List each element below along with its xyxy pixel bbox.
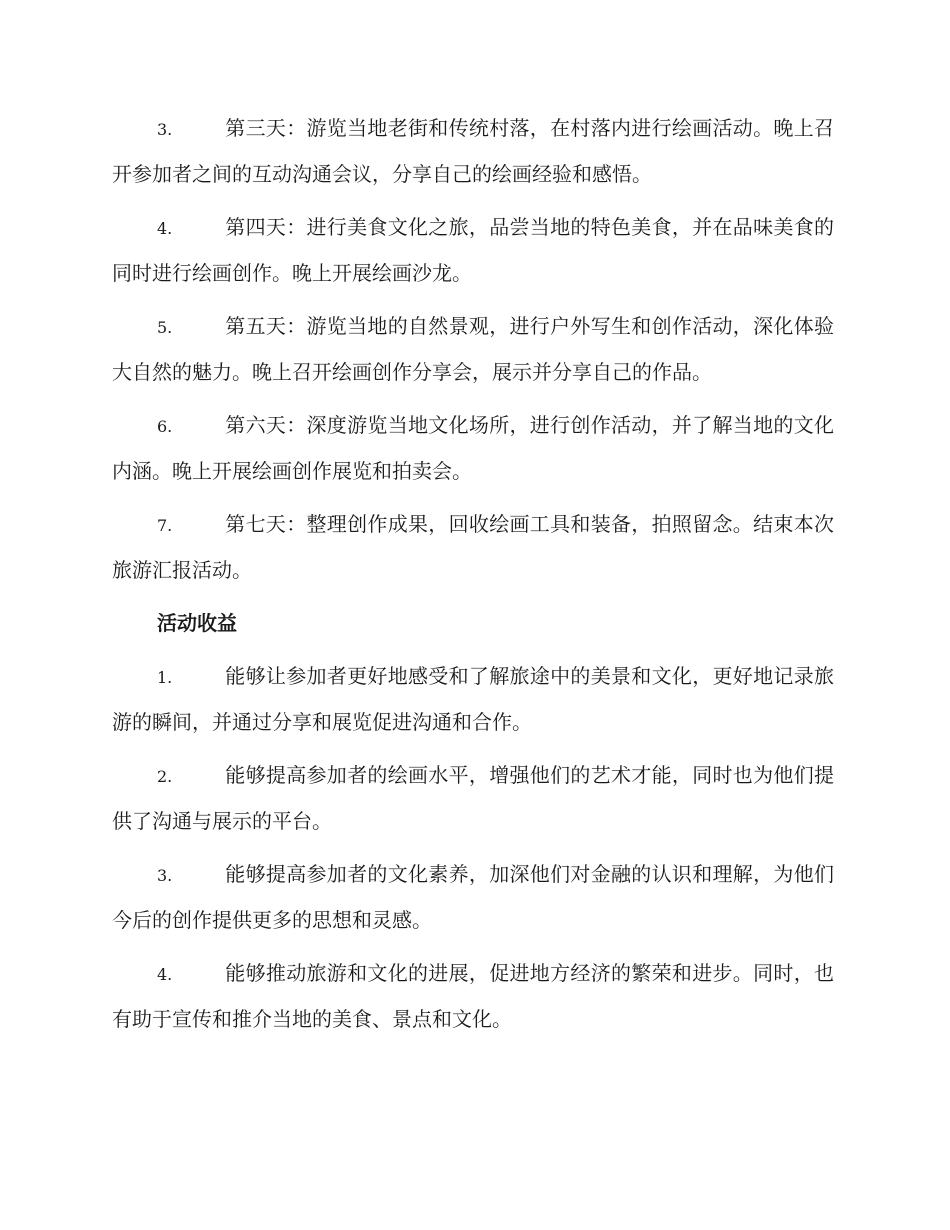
- list-item-text: 第四天：进行美食文化之旅，品尝当地的特色美食，并在品味美食的同时进行绘画创作。晚上开展绘画沙龙。: [112, 215, 834, 285]
- itinerary-item-day-7: [112, 502, 834, 592]
- itinerary-item-day-6: [112, 403, 834, 493]
- list-number: 7.: [157, 516, 173, 535]
- list-item-text: 第七天：整理创作成果，回收绘画工具和装备，拍照留念。结束本次旅游汇报活动。: [112, 512, 834, 582]
- document-page: [112, 106, 834, 1050]
- benefit-item-1: [112, 654, 834, 744]
- list-item-text: 第三天：游览当地老街和传统村落，在村落内进行绘画活动。晚上召开参加者之间的互动沟通会议，分享自己的绘画经验和感悟。: [112, 116, 834, 186]
- list-number: 4.: [157, 965, 173, 984]
- list-number: 5.: [157, 318, 173, 337]
- benefit-item-3: [112, 852, 834, 942]
- list-number: 6.: [157, 417, 173, 436]
- itinerary-item-day-5: [112, 304, 834, 394]
- itinerary-item-day-4: [112, 205, 834, 295]
- list-item-text: 能够提高参加者的绘画水平，增强他们的艺术才能，同时也为他们提供了沟通与展示的平台。: [112, 763, 834, 833]
- benefit-item-2: [112, 753, 834, 843]
- list-number: 3.: [157, 866, 173, 885]
- list-item-text: 能够推动旅游和文化的进展，促进地方经济的繁荣和进步。同时，也有助于宣传和推介当地的美食、景点和文化。: [112, 961, 834, 1031]
- benefit-item-4: [112, 951, 834, 1041]
- list-item-text: 能够提高参加者的文化素养，加深他们对金融的认识和理解，为他们今后的创作提供更多的思想和灵感。: [112, 862, 834, 932]
- list-number: 3.: [157, 120, 173, 139]
- list-number: 1.: [157, 668, 173, 687]
- section-heading-benefits: 活动收益: [157, 611, 237, 635]
- list-number: 4.: [157, 219, 173, 238]
- list-item-text: 第五天：游览当地的自然景观，进行户外写生和创作活动，深化体验大自然的魅力。晚上召开绘画创作分享会，展示并分享自己的作品。: [112, 314, 834, 384]
- list-number: 2.: [157, 767, 173, 786]
- list-item-text: 第六天：深度游览当地文化场所，进行创作活动，并了解当地的文化内涵。晚上开展绘画创作展览和拍卖会。: [112, 413, 834, 483]
- list-item-text: 能够让参加者更好地感受和了解旅途中的美景和文化，更好地记录旅游的瞬间，并通过分享和展览促进沟通和合作。: [112, 664, 834, 734]
- itinerary-item-day-3: [112, 106, 834, 196]
